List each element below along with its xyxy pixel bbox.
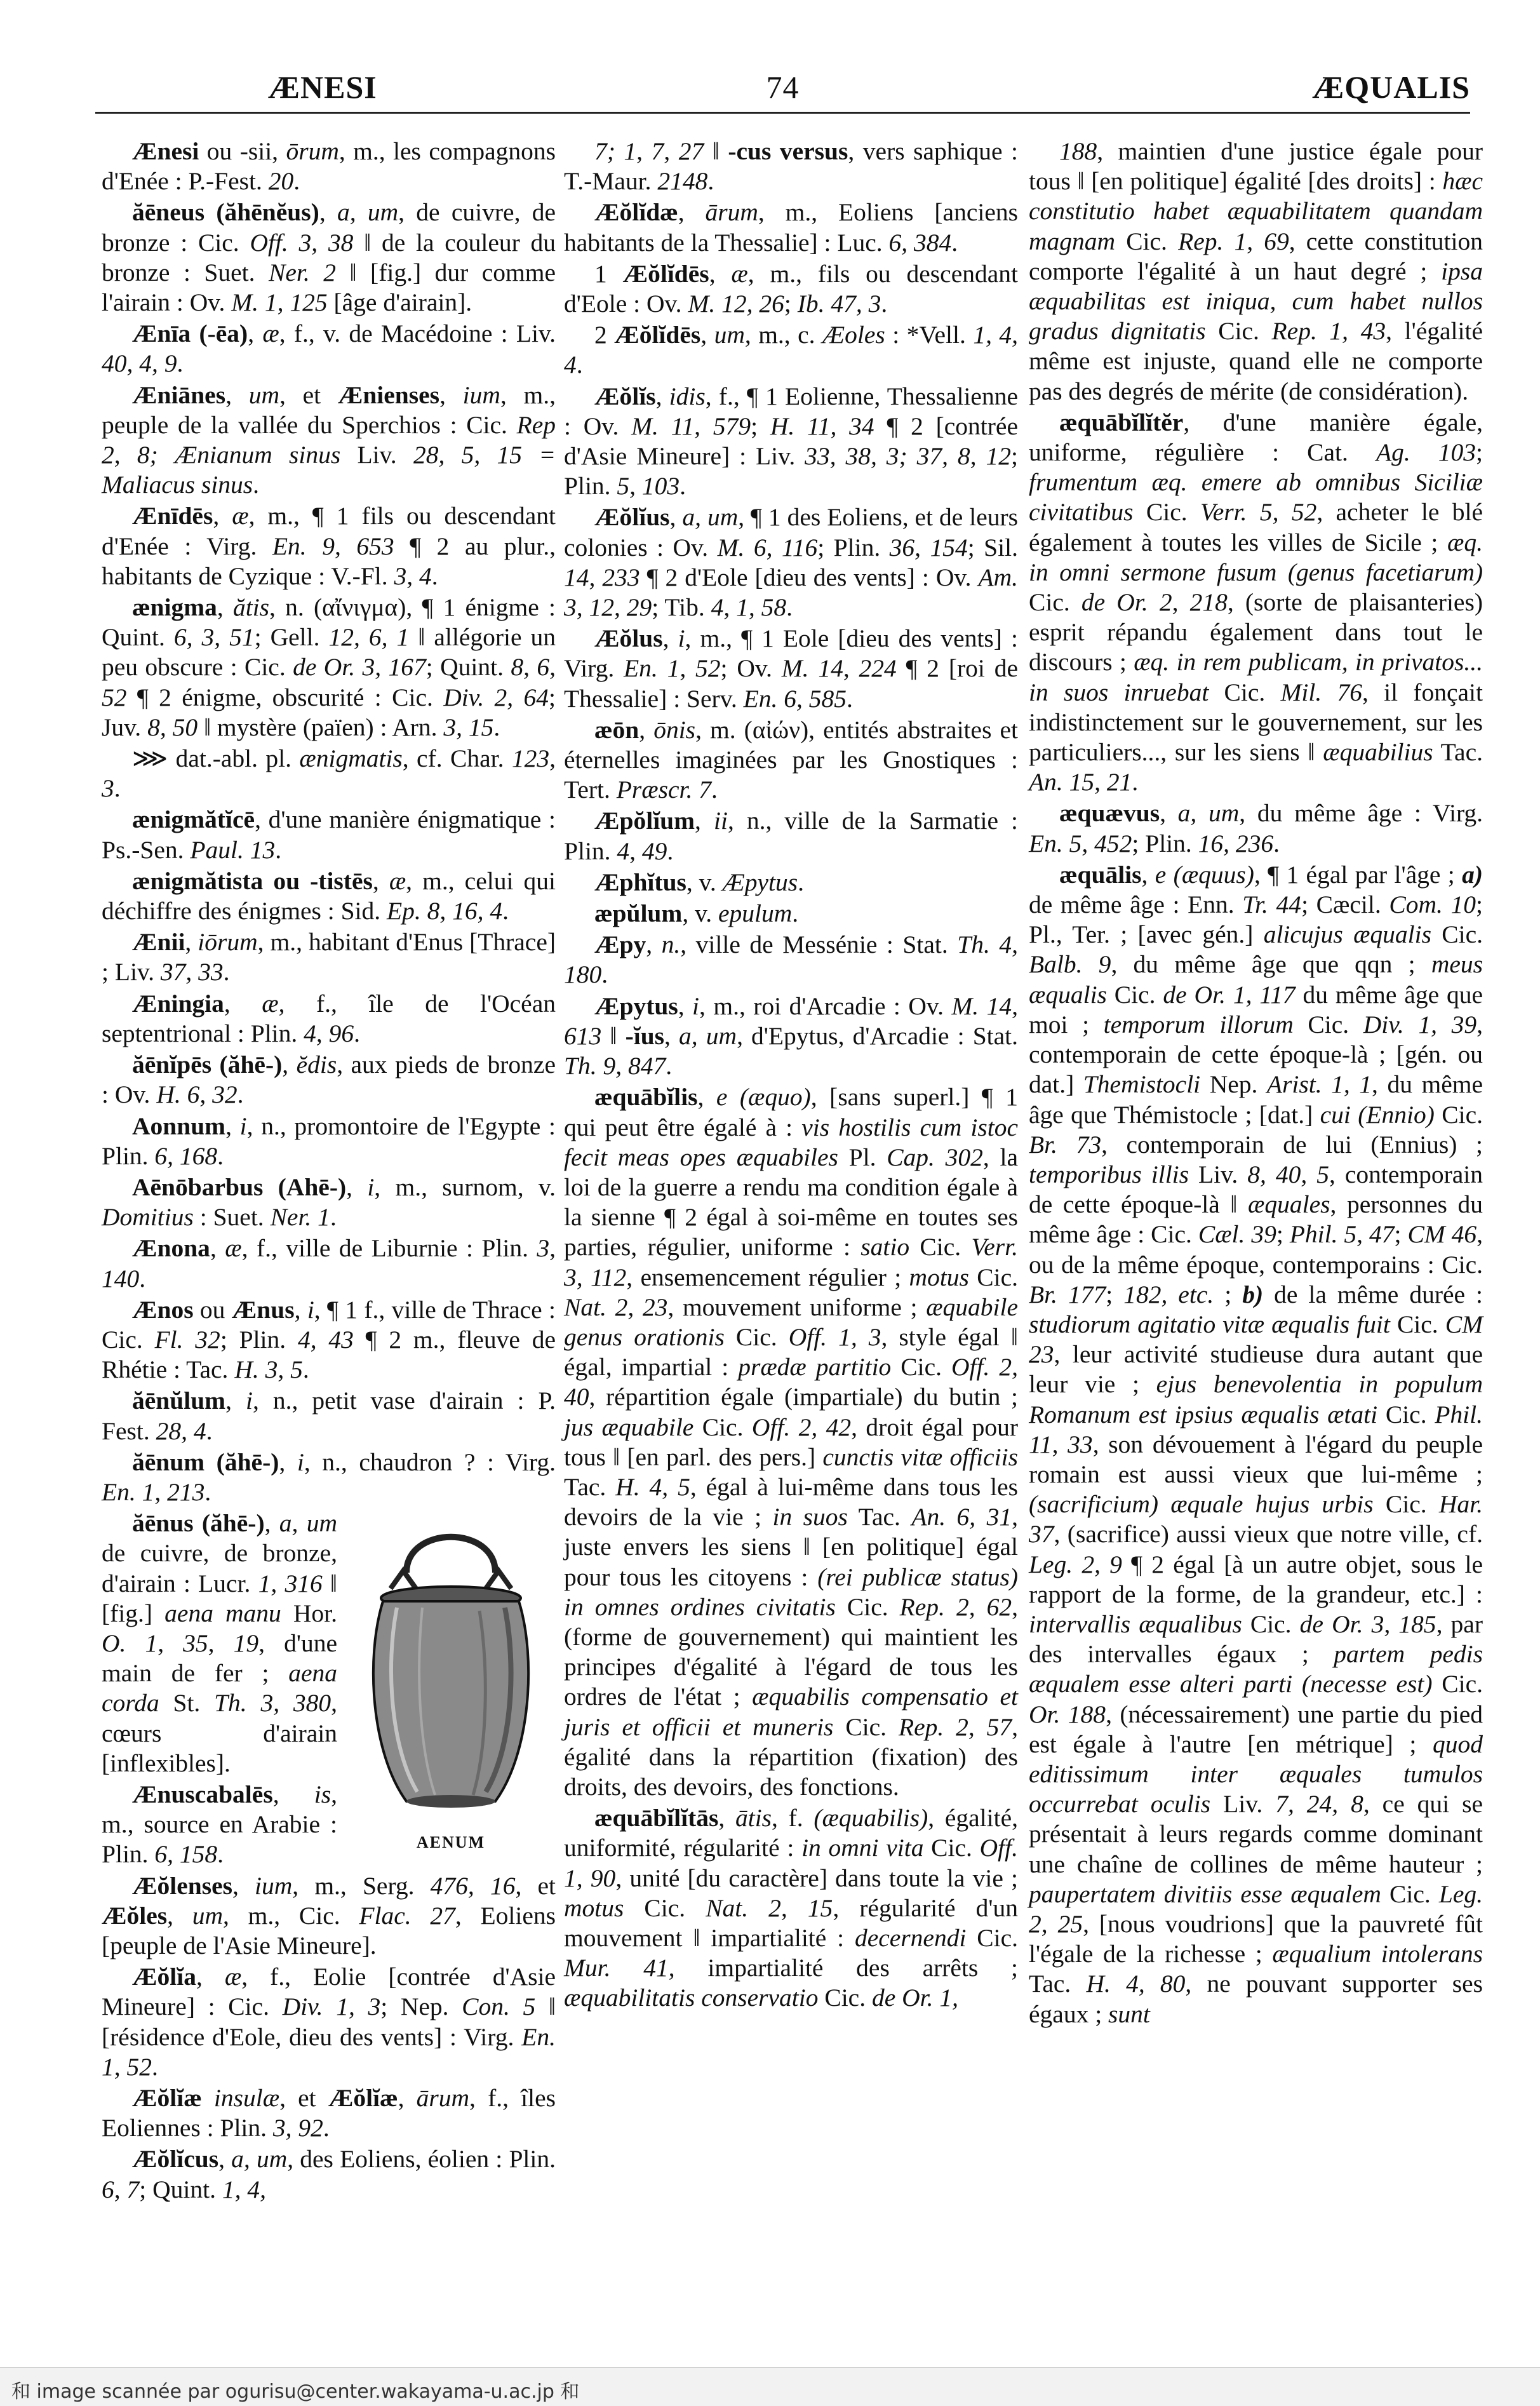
dictionary-entry: ænigmătĭcē, d'une manière énigmatique : Ps.-Sen. Paul. 13. [102,805,556,864]
dictionary-entry: ænigma, ătis, n. (αἴνιγμα), ¶ 1 énigme : Quint. 6, 3, 51; Gell. 12, 6, 1 ‖ allégorie un peu obscure : Cic. de Or. 3, 167; Quint. 8, 6, 52 ¶ 2 énigme, obscurité : Cic. Div. 2, 64; Juv. 8, 50 ‖ mystère (païen) : Arn. 3, 15. [102,593,556,741]
dictionary-entry: æquābĭlĭtās, ātis, f. (æquabilis), égalité, uniformité, régularité : in omni vita Cic. Off. 1, 90, unité [du caractère] dans toute la vie ; motus Cic. Nat. 2, 15, régularité d'un mouvement ‖ impartialité : decernendi Cic. Mur. 41, impartialité des arrêts ; æquabilitatis conservatio Cic. de Or. 1, [564,1804,1019,2012]
dictionary-entry: æōn, ōnis, m. (αἰών), entités abstraites et éternelles imaginées par les Gnostiques : Tert. Præscr. 7. [564,715,1019,804]
dictionary-entry: ăēnĭpēs (ăhē-), ĕdis, aux pieds de bronze : Ov. H. 6, 32. [102,1051,556,1109]
dictionary-entry: Ænos ou Ænus, i, ¶ 1 f., ville de Thrace : Cic. Fl. 32; Plin. 4, 43 ¶ 2 m., fleuve de Rhétie : Tac. H. 3, 5. [102,1295,556,1384]
figure-caption: AENUM [416,1833,486,1852]
dictionary-entry: Aonnum, i, n., promontoire de l'Egypte : Plin. 6, 168. [102,1112,556,1170]
dictionary-entry: Æŏlĭdæ, ārum, m., Eoliens [anciens habitants de la Thessalie] : Luc. 6, 384. [564,198,1019,257]
dictionary-entry: Æŏlĭa, æ, f., Eolie [contrée d'Asie Mineure] : Cic. Div. 1, 3; Nep. Con. 5 ‖ [résidence d'Eole, dieu des vents] : Virg. En. 1, 52. [102,1963,556,2081]
header-rule [95,112,1470,114]
dictionary-entry: Æŏlĭcus, a, um, des Eoliens, éolien : Plin. 6, 7; Quint. 1, 4, [102,2145,556,2203]
dictionary-entry: Ænuscabalēs, is, m., source en Arabie : Plin. 6, 158. [102,1780,337,1869]
dictionary-entry: æpŭlum, v. epulum. [594,899,799,928]
dictionary-entry: Ænii, iōrum, m., habitant d'Enus [Thrace] ; Liv. 37, 33. [102,928,556,986]
dictionary-entry: Æpytus, i, m., roi d'Arcadie : Ov. M. 14, 613 ‖ -ĭus, a, um, d'Epytus, d'Arcadie : Stat. Th. 9, 847. [564,991,1019,1080]
dictionary-entry: ⋙ dat.-abl. pl. ænigmatis, cf. Char. 123, 3. [102,744,556,803]
running-head-left: ÆNESI [268,69,377,105]
dictionary-entry: ăēnus (ăhē-), a, um de cuivre, de bronze, d'airain : Lucr. 1, 316 ‖ [fig.] aena manu Hor. O. 1, 35, 19, d'une main de fer ; aena corda St. Th. 3, 380, cœurs d'airain [inflexibles]. [102,1509,338,1777]
dictionary-entry: ænigmătista ou -tistēs, æ, m., celui qui déchiffre des énigmes : Sid. Ep. 8, 16, 4. [102,866,556,925]
column-2 [564,137,1018,2015]
dictionary-entry: ăēnum (ăhē-), i, n., chaudron ? : Virg. En. 1, 213. [102,1448,556,1506]
page-header [95,69,1470,113]
dictionary-entry: Æpy, n., ville de Messénie : Stat. Th. 4, 180. [564,931,1018,989]
dictionary-entry: Æŏlĭus, a, um, ¶ 1 des Eoliens, et de leurs colonies : Ov. M. 6, 116; Plin. 36, 154; Sil. 14, 233 ¶ 2 d'Eole [dieu des vents] : Ov. Am. 3, 12, 29; Tib. 4, 1, 58. [564,503,1019,622]
dictionary-entry: 188, maintien d'une justice égale pour tous ‖ [en politique] égalité [des droits] : hæc constitutio habet æquabilitatem quandam magnam Cic. Rep. 1, 69, cette constitution comporte l'égalité à un haut degré ; ipsa æquabilitas est iniqua, cum habet nullos gradus dignitatis Cic. Rep. 1, 43, l'égalité même est injuste, quand elle ne comporte pas des degrés de mérite (de considération). [1029,137,1483,405]
dictionary-entry: æquābĭlis, e (æquo), [sans superl.] ¶ 1 qui peut être égalé à : vis hostilis cum istoc fecit meas opes æquabiles Pl. Cap. 302, la loi de la guerre a rendu ma condition égale à la sienne ¶ 2 égal à soi-même en toutes ses parties, régulier, uniforme : satio Cic. Verr. 3, 112, ensemencement régulier ; motus Cic. Nat. 2, 23, mouvement uniforme ; æquabile genus orationis Cic. Off. 1, 3, style égal ‖ égal, impartial : prædæ partitio Cic. Off. 2, 40, répartition égale (impartiale) du butin ; jus æquabile Cic. Off. 2, 42, droit égal pour tous ‖ [en parl. des pers.] cunctis vitæ officiis Tac. H. 4, 5, égal à lui-même dans tous les devoirs de la vie ; in suos Tac. An. 6, 31, juste envers les siens ‖ [en politique] égal pour tous les citoyens : (rei publicæ status) in omnes ordines civitatis Cic. Rep. 2, 62, (forme de gouvernement) qui maintient les principes d'égalité à l'égard de tous les ordres de l'état ; æquabilis compensatio et juris et officii et muneris Cic. Rep. 2, 57, égalité dans la répartition (fixation) des droits, des devoirs, des fonctions. [564,1083,1019,1801]
dictionary-entry: 2 Æŏlĭdēs, um, m., c. Æoles : *Vell. 1, 4, 4. [564,321,1019,379]
column-1 [102,137,556,2206]
dictionary-entry: Æphĭtus, v. Æpytus. [594,868,804,896]
dictionary-entry: Æningia, æ, f., île de l'Océan septentrional : Plin. 4, 96. [102,989,556,1047]
dictionary-entry: Æŏlĭs, idis, f., ¶ 1 Eolienne, Thessalienne : Ov. M. 11, 579; H. 11, 34 ¶ 2 [contrée d'Asie Mineure] : Liv. 33, 38, 3; 37, 8, 12; Plin. 5, 103. [564,382,1018,501]
footer-text: 和 image scannée par ogurisu@center.wakayama-u.ac.jp 和 [11,2381,580,2403]
dictionary-entry: Æpŏlĭum, ii, n., ville de la Sarmatie : Plin. 4, 49. [564,807,1019,865]
aenum-figure [346,1512,556,1855]
dictionary-entry: Æŏlenses, ium, m., Serg. 476, 16, et Æŏles, um, m., Cic. Flac. 27, Eoliens [peuple de l'Asie Mineure]. [102,1871,556,1959]
bronze-cauldron-icon [346,1512,556,1824]
dictionary-entry: æquævus, a, um, du même âge : Virg. En. 5, 452; Plin. 16, 236. [1029,799,1483,857]
dictionary-entry: Æniānes, um, et Ænienses, ium, m., peuple de la vallée du Sperchios : Cic. Rep 2, 8; Ænianum sinus Liv. 28, 5, 15 = Maliacus sinus. [102,380,556,499]
dictionary-entry: Æŏlĭæ insulæ, et Æŏlĭæ, ārum, f., îles Eoliennes : Plin. 3, 92. [102,2084,556,2142]
dictionary-entry: Aēnōbarbus (Ahē-), i, m., surnom, v. Domitius : Suet. Ner. 1. [102,1173,556,1232]
dictionary-entry: Ænīa (-ēa), æ, f., v. de Macédoine : Liv. 40, 4, 9. [102,319,556,378]
dictionary-entry: 7; 1, 7, 27 ‖ -cus versus, vers saphique : T.-Maur. 2148. [564,137,1019,196]
scan-footer [0,2367,1540,2406]
dictionary-entry: ăēnŭlum, i, n., petit vase d'airain : P. Fest. 28, 4. [102,1387,556,1445]
column-3 [1029,137,1483,2031]
dictionary-entry: Ænesi ou -sii, ōrum, m., les compagnons d'Enée : P.-Fest. 20. [102,137,556,196]
dictionary-entry: Ænona, æ, f., ville de Liburnie : Plin. 3, 140. [102,1234,556,1293]
running-head-right: ÆQUALIS [1312,69,1470,105]
dictionary-entry: Æŏlus, i, m., ¶ 1 Eole [dieu des vents] : Virg. En. 1, 52; Ov. M. 14, 224 ¶ 2 [roi de Thessalie] : Serv. En. 6, 585. [564,624,1019,713]
dictionary-entry: æquābĭlĭtĕr, d'une manière égale, uniforme, régulière : Cat. Ag. 103; frumentum æq. emere ab omnibus Siciliæ civitatibus Cic. Verr. 5, 52, acheter le blé également à toutes les villes de Sicile ; æq. in omni sermone fusum (genus facetiarum) Cic. de Or. 2, 218, (sorte de plaisanteries) esprit répandu également dans tout le discours ; æq. in rem publicam, in privatos... in suos inruebat Cic. Mil. 76, il fonçait indistinctement sur le gouvernement, sur les particuliers..., sur les siens ‖ æquabilius Tac. An. 15, 21. [1029,408,1483,796]
dictionary-entry: Ænīdēs, æ, m., ¶ 1 fils ou descendant d'Enée : Virg. En. 9, 653 ¶ 2 au plur., habitants de Cyzique : V.-Fl. 3, 4. [102,502,556,590]
dictionary-entry: æquālis, e (æquus), ¶ 1 égal par l'âge ; a) de même âge : Enn. Tr. 44; Cæcil. Com. 10; Pl., Ter. ; [avec gén.] alicujus æqualis Cic. Balb. 9, du même âge que qqn ; meus æqualis Cic. de Or. 1, 117 du même âge que moi ; temporum illorum Cic. Div. 1, 39, contemporain de cette époque-là ; [gén. ou dat.] Themistocli Nep. Arist. 1, 1, du même âge que Thémistocle ; [dat.] cui (Ennio) Cic. Br. 73, contemporain de lui (Ennius) ; temporibus illis Liv. 8, 40, 5, contemporain de cette époque-là ‖ æquales, personnes du même âge : Cic. Cæl. 39; Phil. 5, 47; CM 46, ou de la même époque, contemporains : Cic. Br. 177; 182, etc. ; b) de la même durée : studiorum agitatio vitæ æqualis fuit Cic. CM 23, leur activité studieuse dura autant que leur vie ; ejus benevolentia in populum Romanum est ipsius æqualis ætati Cic. Phil. 11, 33, son dévouement à l'égard du peuple romain est aussi vieux que lui-même ; (sacrificium) æquale hujus urbis Cic. Har. 37, (sacrifice) aussi vieux que notre ville, cf. Leg. 2, 9 ¶ 2 égal [à un autre objet, sous le rapport de la forme, de la grandeur, etc.] : intervallis æqualibus Cic. de Or. 3, 185, par des intervalles égaux ; partem pedis æqualem esse alteri parti (necesse est) Cic. Or. 188, (nécessairement) une partie du pied est égale à l'autre [en métrique] ; quod editissimum inter æquales tumulos occurrebat oculis Liv. 7, 24, 8, ce qui se présentait à leurs regards comme dominant une chaîne de collines de même hauteur ; paupertatem divitiis esse æqualem Cic. Leg. 2, 25, [nous voudrions] que la pauvreté fût l'égale de la richesse ; æqualium intolerans Tac. H. 4, 80, ne pouvant supporter ses égaux ; sunt [1029,860,1483,2028]
page-number: 74 [766,69,800,105]
dictionary-entry: ăēneus (ăhēnĕus), a, um, de cuivre, de bronze : Cic. Off. 3, 38 ‖ de la couleur du bronze : Suet. Ner. 2 ‖ [fig.] dur comme l'airain : Ov. M. 1, 125 [âge d'airain]. [102,198,556,317]
dictionary-entry: 1 Æŏlĭdēs, æ, m., fils ou descendant d'Eole : Ov. M. 12, 26; Ib. 47, 3. [564,259,1018,318]
